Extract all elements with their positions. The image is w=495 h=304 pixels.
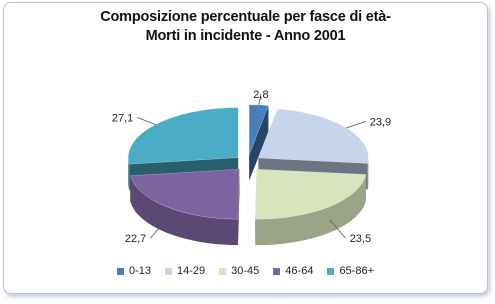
legend-label: 0-13 [128,265,152,277]
legend-item [117,265,151,277]
data-label-1: 23,9 [369,116,392,129]
legend-swatch [165,268,172,275]
leader-line-1 [346,121,365,128]
legend-item [273,265,313,277]
data-label-0: 2,8 [253,88,269,101]
legend-label: 46-64 [285,265,314,277]
chart-legend [4,265,487,277]
legend-item [165,265,205,277]
legend-swatch [117,268,124,275]
legend-swatch [219,268,226,275]
data-label-4: 27,1 [111,112,134,125]
pie-slice-65-86 [128,108,238,165]
legend-label: 14-29 [177,265,206,277]
legend-label: 30-45 [231,265,260,277]
chart-title-line-1: Composizione percentuale per fasce di età- [100,9,391,25]
legend-item [219,265,259,277]
data-label-3: 22,7 [124,233,147,246]
data-label-2: 23,5 [349,233,372,246]
leader-line-4 [137,117,155,124]
legend-label: 65-86+ [339,265,374,277]
legend-item [327,265,374,277]
legend-swatch [273,268,280,275]
chart-frame [3,2,488,294]
legend-swatch [327,268,334,275]
chart-title-line-2: Morti in incidente - Anno 2001 [145,28,346,44]
pie-chart [4,3,487,293]
pie-slice-14-29 [258,109,368,164]
